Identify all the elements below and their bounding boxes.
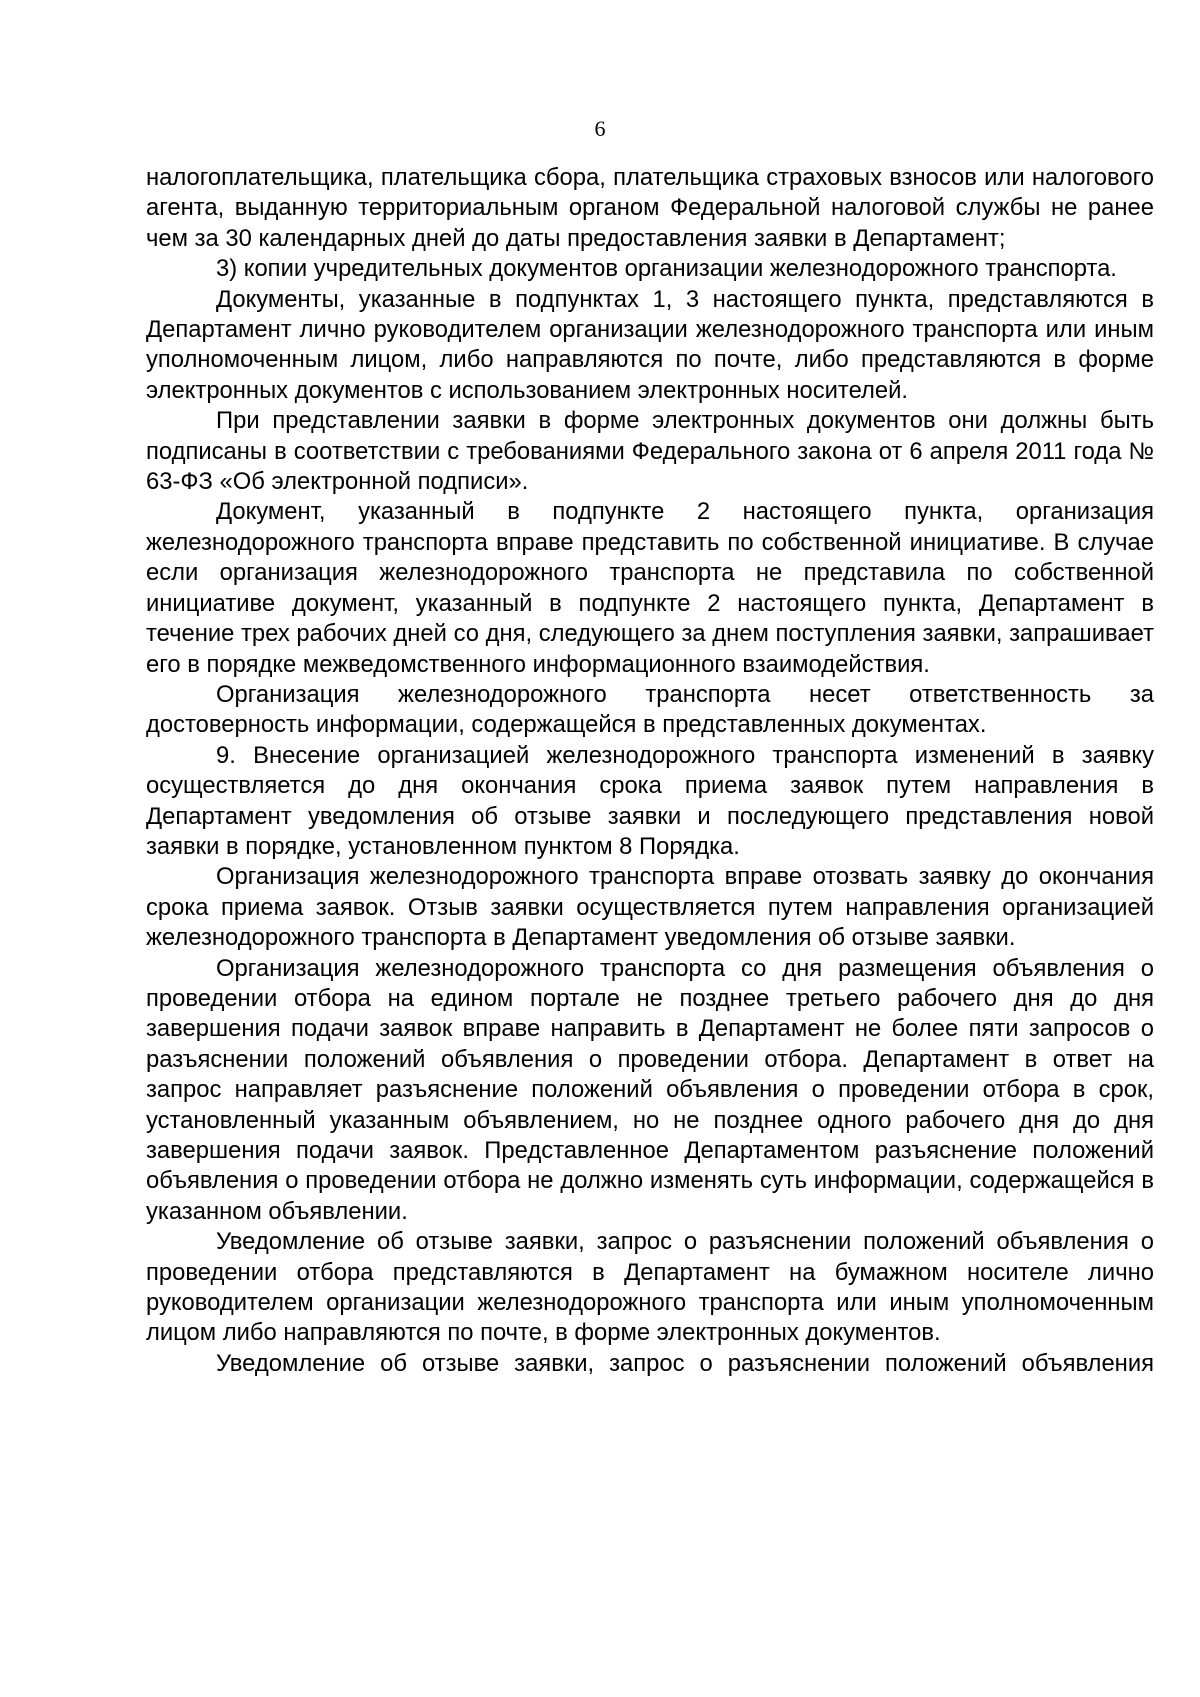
- document-body: [146, 163, 1154, 1379]
- paragraph-withdrawal: Организация железнодорожного транспорта вправе отозвать заявку до окончания срока приема заявок. Отзыв заявки осуществляется путем направления организацией железнодорожного транспорта в Департамент уведомления об отзыве заявки.: [146, 863, 1154, 952]
- paragraph-item-9: 9. Внесение организацией железнодорожного транспорта изменений в заявку осуществляется до дня окончания срока приема заявок путем направления в Департамент уведомления об отзыве заявки и последующего представления новой заявки в порядке, установленном пунктом 8 Порядка.: [146, 741, 1154, 860]
- paragraph-continuation: налогоплательщика, плательщика сбора, плательщика страховых взносов или налогового агента, выданную территориальным органом Федеральной налоговой службы не ранее чем за 30 календарных дней до даты предоставления заявки в Департамент;: [146, 164, 1154, 252]
- paragraph-clarification-requests: Организация железнодорожного транспорта со дня размещения объявления о проведении отбора на едином портале не позднее третьего рабочего дня до дня завершения подачи заявок вправе направить в Департамент не более пяти запросов о разъяснении положений объявления о проведении отбора. Департамент в ответ на запрос направляет разъяснение положений объявления о проведении отбора в срок, установленный указанным объявлением, но не позднее одного рабочего дня до дня завершения подачи заявок. Представленное Департаментом разъяснение положений объявления о проведении отбора не должно изменять суть информации, содержащейся в указанном объявлении.: [146, 954, 1154, 1225]
- paragraph-interagency-request: Документ, указанный в подпункте 2 настоящего пункта, организация железнодорожного транспорта вправе представить по собственной инициативе. В случае если организация железнодорожного транспорта не представила по собственной инициативе документ, указанный в подпункте 2 настоящего пункта, Департамент в течение трех рабочих дней со дня, следующего за днем поступления заявки, запрашивает его в порядке межведомственного информационного взаимодействия.: [146, 498, 1154, 678]
- paragraph-notification-delivery: Уведомление об отзыве заявки, запрос о разъяснении положений объявления о проведении отбора представляются в Департамент на бумажном носителе лично руководителем организации железнодорожного транспорта или иным уполномоченным лицом либо направляются по почте, в форме электронных документов.: [146, 1228, 1154, 1347]
- page-number: 6: [594, 116, 606, 141]
- paragraph-continued-next-page: Уведомление об отзыве заявки, запрос о разъяснении положений объявления: [216, 1349, 1154, 1377]
- paragraph-electronic-signature: При представлении заявки в форме электронных документов они должны быть подписаны в соответствии с требованиями Федерального закона от 6 апреля 2011 года № 63-ФЗ «Об электронной подписи».: [146, 407, 1154, 496]
- paragraph-documents-submission: Документы, указанные в подпунктах 1, 3 настоящего пункта, представляются в Департамент лично руководителем организации железнодорожного транспорта или иным уполномоченным лицом, либо направляются по почте, либо представляются в форме электронных документов с использованием электронных носителей.: [146, 285, 1154, 404]
- paragraph-item-3: 3) копии учредительных документов организации железнодорожного транспорта.: [216, 255, 1117, 283]
- paragraph-responsibility: Организация железнодорожного транспорта несет ответственность за достоверность информации, содержащейся в представленных документах.: [146, 680, 1154, 739]
